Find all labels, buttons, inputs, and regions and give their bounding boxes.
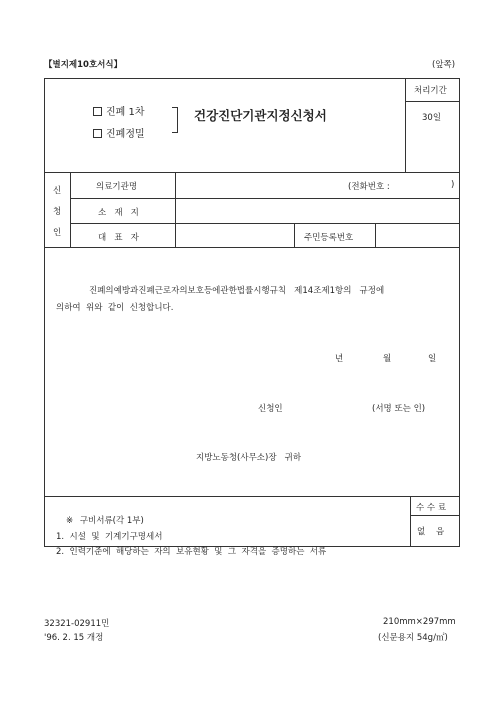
statement-line-2: 의하여 위와 같이 신청합니다. [56, 303, 174, 313]
institution-name-label: 의료기관명 [96, 182, 138, 192]
documents-title: ※ 구비서류(각 1부) [66, 516, 144, 526]
paper-size: 210mm×297mm [383, 617, 456, 627]
recipient: 지방노동청(사무소)장 귀하 [196, 453, 302, 463]
document-item: 1. 시설 및 기계기구명세서 [56, 532, 163, 542]
representative-label: 대 표 자 [98, 233, 139, 243]
side-label: (앞쪽) [432, 60, 456, 70]
divider-line [70, 198, 460, 199]
address-label: 소 재 지 [98, 208, 139, 218]
checkbox-icon [93, 107, 102, 116]
divider-line [70, 172, 71, 247]
divider-line [44, 172, 460, 173]
resident-number-label: 주민등록번호 [304, 233, 354, 243]
applicant-label-char: 청 [53, 207, 62, 217]
option-jinpye-first: 진폐 1차 [93, 103, 145, 118]
divider-line [410, 515, 460, 516]
revision-date: '96. 2. 15 개정 [44, 633, 104, 643]
divider-line [175, 172, 176, 247]
applicant-label-char: 신 [53, 186, 62, 196]
document-item: 2. 인력기준에 해당하는 자의 보유현황 및 그 자격을 증명하는 서류 [56, 547, 327, 557]
paper-type: (신문용지 54g/㎡) [378, 633, 448, 643]
phone-label-close: ) [451, 180, 455, 190]
divider-line [70, 223, 460, 224]
signature-label: (서명 또는 인) [372, 404, 426, 414]
date-year: 년 [335, 354, 344, 364]
option-jinpye-detailed: 진폐정밀 [93, 125, 145, 140]
applicant-sign-label: 신청인 [258, 404, 283, 414]
note-mark-icon: ※ [66, 516, 74, 526]
date-month: 월 [383, 354, 392, 364]
divider-line [44, 247, 460, 248]
form-title: 건강진단기관지정신청서 [194, 108, 327, 123]
statement-line-1: 진폐의예방과진폐근로자의보호등에관한법률시행규칙 제14조제1항의 규정에 [89, 286, 385, 296]
divider-line [294, 223, 295, 247]
processing-period-value: 30일 [422, 113, 442, 123]
date-day: 일 [428, 354, 437, 364]
applicant-label-char: 인 [53, 228, 62, 238]
processing-period-label: 처리기간 [414, 86, 447, 96]
bracket-icon [172, 107, 178, 133]
phone-label: (전화번호 : [348, 182, 390, 192]
divider-line [44, 496, 460, 497]
divider-line [375, 223, 376, 247]
divider-line [405, 101, 460, 102]
divider-line [410, 496, 411, 547]
divider-line [405, 78, 406, 172]
fee-label: 수 수 료 [416, 503, 447, 513]
form-code: 32321-02911민 [44, 619, 110, 629]
form-number: 【별지제10호서식】 [44, 60, 123, 70]
fee-value: 없 음 [417, 527, 445, 537]
checkbox-icon [93, 129, 102, 138]
